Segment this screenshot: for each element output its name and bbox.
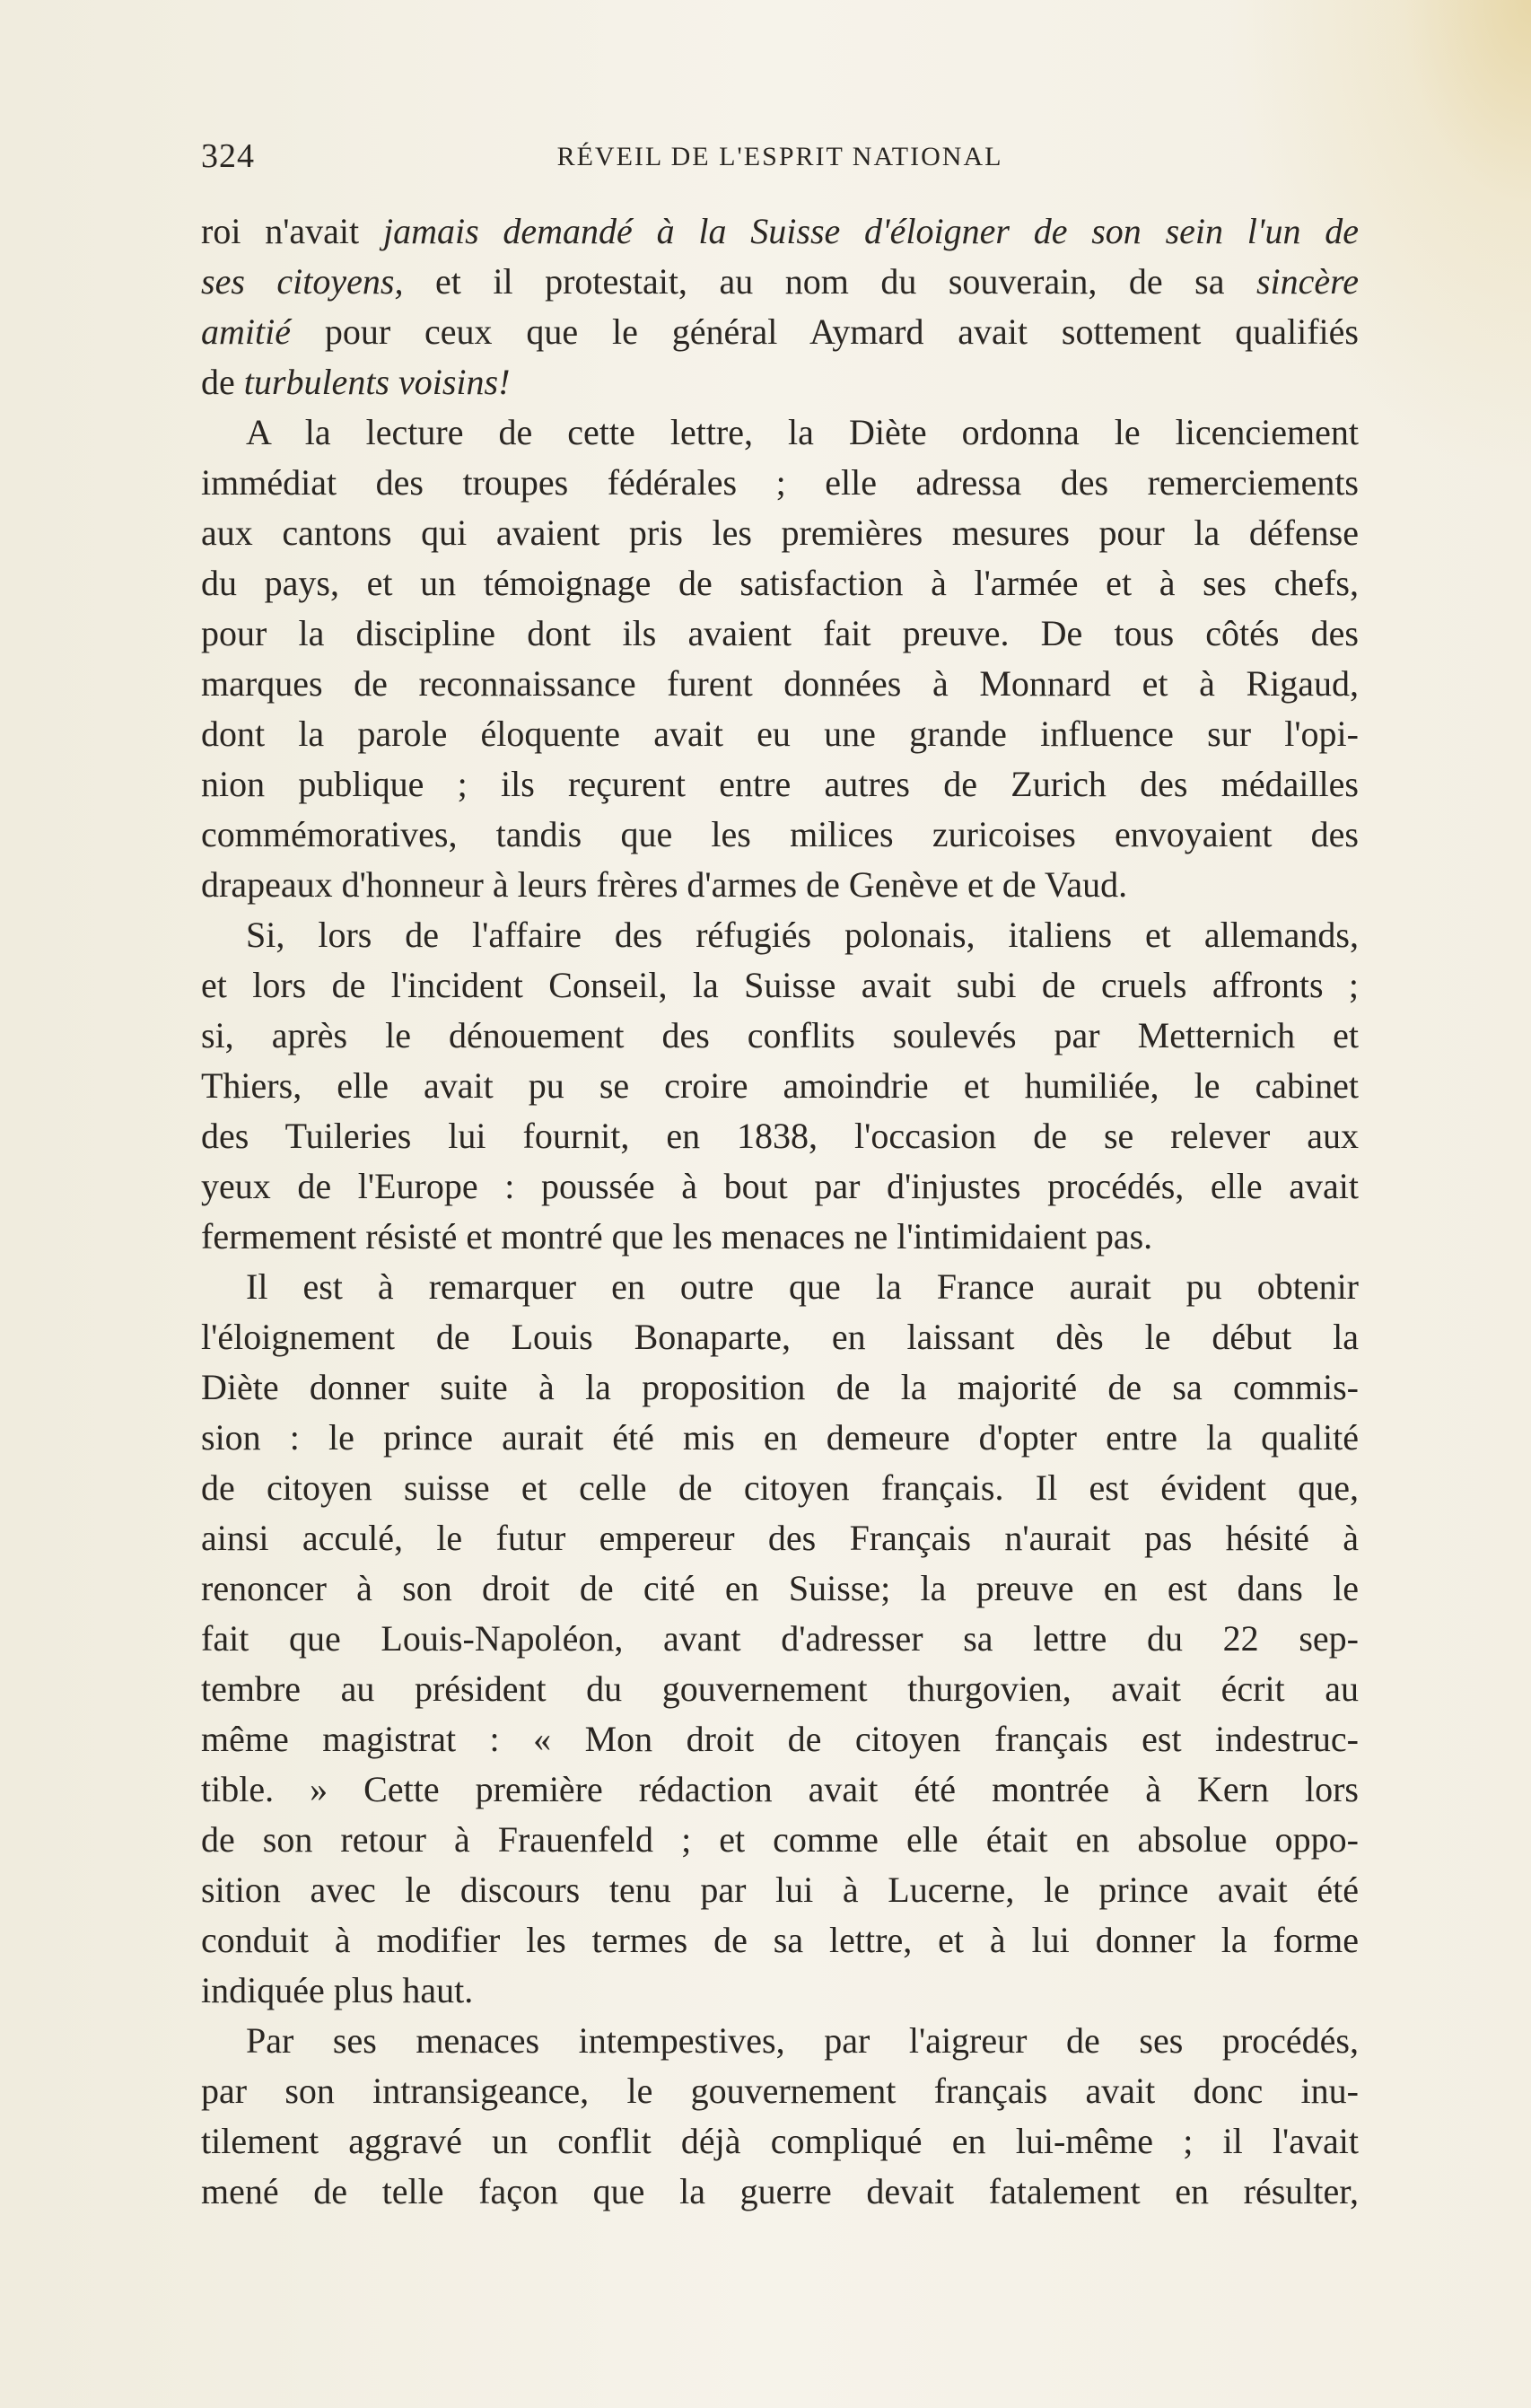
text-line: [201, 860, 1359, 910]
text-line: [201, 1815, 1359, 1865]
text-line: [201, 1664, 1359, 1714]
text-segment: tembre au président du gouvernement thurgovien, avait écrit au: [201, 1668, 1359, 1709]
text-segment: Diète donner suite à la proposition de la majorité de sa commis-: [201, 1367, 1359, 1407]
text-line: [201, 1212, 1359, 1262]
text-segment: pour la discipline dont ils avaient fait preuve. De tous côtés des: [201, 613, 1359, 653]
text-segment: Par ses menaces intempestives, par l'aigreur de ses procédés,: [246, 2020, 1359, 2061]
text-line: [201, 2066, 1359, 2116]
page-number: 324: [201, 137, 255, 175]
text-line: [201, 257, 1359, 307]
italic-text: jamais demandé à la Suisse d'éloigner de son sein l'un de: [382, 211, 1360, 251]
text-segment: pour ceux que le général Aymard avait sottement qualifiés: [290, 311, 1359, 352]
text-segment: tilement aggravé un conflit déjà compliqué en lui-même ; il l'avait: [201, 2121, 1359, 2161]
text-segment: de son retour à Frauenfeld ; et comme elle était en absolue oppo-: [201, 1819, 1359, 1860]
text-segment: du pays, et un témoignage de satisfaction à l'armée et à ses chefs,: [201, 563, 1359, 603]
text-line: [201, 759, 1359, 810]
text-segment: sion : le prince aurait été mis en demeure d'opter entre la qualité: [201, 1417, 1359, 1458]
text-line: [201, 458, 1359, 508]
text-segment: Si, lors de l'affaire des réfugiés polonais, italiens et allemands,: [246, 915, 1359, 955]
text-segment: A la lecture de cette lettre, la Diète ordonna le licenciement: [246, 412, 1359, 452]
body-text: [201, 206, 1359, 2217]
text-line: [201, 1161, 1359, 1212]
text-line: [201, 960, 1359, 1011]
text-segment: yeux de l'Europe : poussée à bout par d'injustes procédés, elle avait: [201, 1166, 1359, 1206]
text-line: [201, 2116, 1359, 2167]
text-segment: si, après le dénouement des conflits soulevés par Metternich et: [201, 1015, 1359, 1055]
text-line: [201, 307, 1359, 357]
text-line: [201, 709, 1359, 759]
text-segment: des Tuileries lui fournit, en 1838, l'occasion de se relever aux: [201, 1116, 1359, 1156]
text-line: [201, 1915, 1359, 1966]
text-segment: immédiat des troupes fédérales ; elle adressa des remerciements: [201, 462, 1359, 503]
text-segment: Il est à remarquer en outre que la France aurait pu obtenir: [246, 1266, 1359, 1307]
text-line: [201, 357, 1359, 407]
text-segment: fermement résisté et montré que les menaces ne l'intimidaient pas.: [201, 1216, 1153, 1257]
text-segment: renoncer à son droit de cité en Suisse; la preuve en est dans le: [201, 1568, 1359, 1608]
running-title: RÉVEIL DE L'ESPRIT NATIONAL: [556, 142, 1003, 171]
text-segment: fait que Louis-Napoléon, avant d'adresser sa lettre du 22 sep-: [201, 1618, 1359, 1659]
text-line: [201, 206, 1359, 257]
text-segment: drapeaux d'honneur à leurs frères d'armes de Genève et de Vaud.: [201, 864, 1128, 905]
italic-text: ses citoyens,: [201, 261, 404, 302]
text-line: [201, 659, 1359, 709]
text-line: [201, 1865, 1359, 1915]
text-line: [201, 1463, 1359, 1513]
text-line: [201, 910, 1359, 960]
text-line: [201, 1413, 1359, 1463]
text-line: [201, 609, 1359, 659]
text-line: [201, 407, 1359, 458]
italic-text: sincère: [1255, 261, 1359, 302]
text-segment: commémoratives, tandis que les milices zuricoises envoyaient des: [201, 814, 1359, 854]
text-line: [201, 1614, 1359, 1664]
text-line: [201, 1011, 1359, 1061]
text-segment: aux cantons qui avaient pris les premières mesures pour la défense: [201, 512, 1359, 553]
text-segment: nion publique ; ils reçurent entre autres de Zurich des médailles: [201, 764, 1359, 804]
text-line: [201, 1111, 1359, 1161]
text-line: [201, 1563, 1359, 1614]
text-segment: tible. » Cette première rédaction avait été montrée à Kern lors: [201, 1769, 1359, 1809]
text-segment: indiquée plus haut.: [201, 1970, 474, 2010]
text-line: [201, 1061, 1359, 1111]
text-line: [201, 2167, 1359, 2217]
text-segment: même magistrat : « Mon droit de citoyen français est indestruc-: [201, 1719, 1359, 1759]
text-line: [201, 2016, 1359, 2066]
text-segment: sition avec le discours tenu par lui à Lucerne, le prince avait été: [201, 1869, 1359, 1910]
text-segment: roi n'avait: [201, 211, 383, 251]
text-segment: ainsi acculé, le futur empereur des Français n'aurait pas hésité à: [201, 1518, 1359, 1558]
text-line: [201, 1362, 1359, 1413]
text-line: [201, 1513, 1359, 1563]
text-segment: marques de reconnaissance furent données à Monnard et à Rigaud,: [201, 663, 1359, 704]
text-line: [201, 1714, 1359, 1764]
text-segment: Thiers, elle avait pu se croire amoindrie et humiliée, le cabinet: [201, 1065, 1359, 1106]
text-segment: conduit à modifier les termes de sa lettre, et à lui donner la forme: [201, 1920, 1359, 1960]
text-segment: de citoyen suisse et celle de citoyen français. Il est évident que,: [201, 1467, 1359, 1508]
text-line: [201, 810, 1359, 860]
text-segment: par son intransigeance, le gouvernement français avait donc inu-: [201, 2071, 1359, 2111]
text-line: [201, 508, 1359, 558]
italic-text: amitié: [201, 311, 291, 352]
text-segment: et lors de l'incident Conseil, la Suisse avait subi de cruels affronts ;: [201, 965, 1359, 1005]
text-line: [201, 1764, 1359, 1815]
text-line: [201, 558, 1359, 609]
text-segment: l'éloignement de Louis Bonaparte, en laissant dès le début la: [201, 1317, 1359, 1357]
italic-text: turbulents voisins!: [243, 362, 511, 402]
text-segment: de: [201, 362, 244, 402]
page-header: [201, 136, 1359, 181]
text-segment: dont la parole éloquente avait eu une grande influence sur l'opi-: [201, 714, 1359, 754]
text-line: [201, 1966, 1359, 2016]
text-segment: mené de telle façon que la guerre devait fatalement en résulter,: [201, 2171, 1359, 2211]
text-line: [201, 1312, 1359, 1362]
text-line: [201, 1262, 1359, 1312]
text-segment: et il protestait, au nom du souverain, de sa: [403, 261, 1256, 302]
